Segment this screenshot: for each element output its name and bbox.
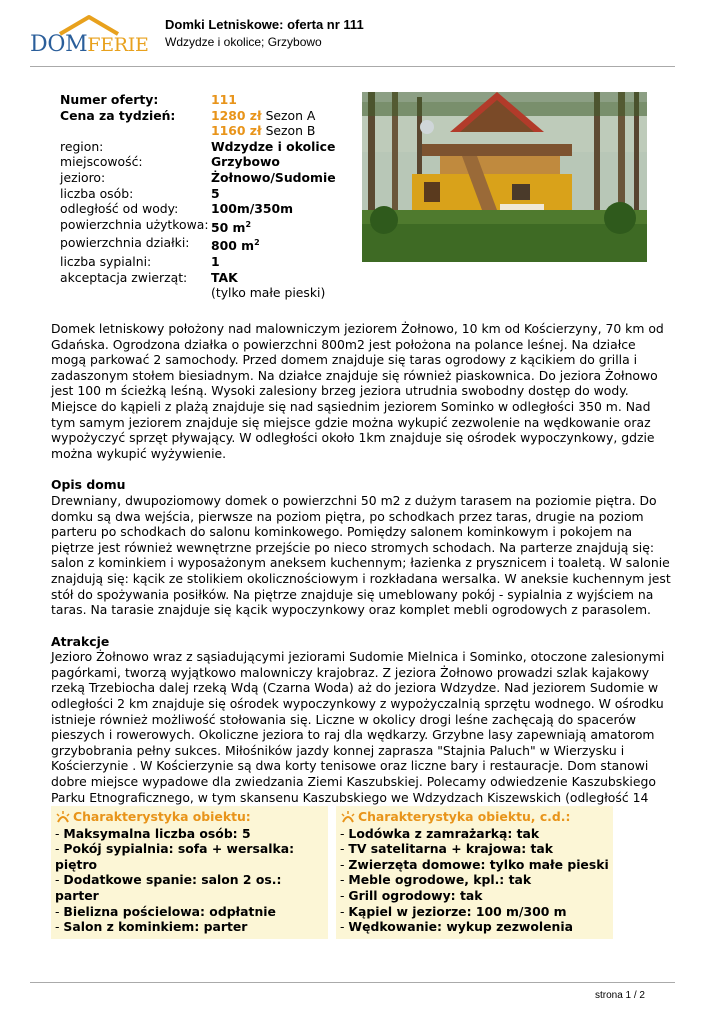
spec-note: (tylko małe pieski)	[211, 285, 326, 301]
feature-item: - Bielizna pościelowa: odpłatnie	[55, 903, 276, 919]
spec-price-b	[60, 123, 336, 139]
feature-item: - Lodówka z zamrażarką: tak	[340, 825, 540, 841]
header-divider	[30, 66, 675, 67]
spec-label: region:	[60, 138, 104, 154]
spec-bedrooms	[60, 254, 336, 270]
attractions-heading: Atrakcje	[51, 633, 110, 649]
spec-value: Grzybowo	[211, 154, 280, 170]
features-box-right	[336, 806, 613, 939]
spec-lake	[60, 170, 336, 186]
spec-price-a	[60, 108, 336, 124]
season-b: Sezon B	[265, 123, 316, 139]
spec-value: 100m/350m	[211, 201, 294, 217]
price-b: 1160 zł	[211, 123, 262, 139]
features-boxes	[51, 806, 613, 939]
footer-divider	[30, 982, 675, 983]
spec-label: akceptacja zwierząt:	[60, 269, 188, 285]
feature-item: - TV satelitarna + krajowa: tak	[340, 841, 553, 857]
spec-value: TAK	[211, 269, 238, 285]
logo-text: DOMFERIE	[30, 32, 149, 57]
feature-item: - Zwierzęta domowe: tylko małe pieski	[340, 856, 609, 872]
spec-town	[60, 154, 336, 170]
spec-area	[60, 217, 336, 236]
feature-item: - Kąpiel w jeziorze: 100 m/300 m	[340, 903, 567, 919]
spec-label: powierzchnia użytkowa:	[60, 216, 209, 232]
features-title: Charakterystyka obiektu:	[55, 809, 324, 825]
page-header	[0, 0, 725, 82]
spec-region	[60, 139, 336, 155]
spec-label: powierzchnia działki:	[60, 235, 190, 251]
sun-icon	[340, 810, 356, 823]
feature-item: - Maksymalna liczba osób: 5	[55, 825, 251, 841]
spec-label: liczba sypialni:	[60, 254, 152, 270]
page-title: Domki Letniskowe: oferta nr 111	[165, 17, 364, 32]
spec-label: odległość od wody:	[60, 201, 179, 217]
spec-value: Żołnowo/Sudomie	[211, 169, 336, 185]
spec-pets-note	[60, 285, 336, 301]
attractions-text: Jezioro Żołnowo wraz z sąsiadującymi jeziorami Sudomie Mielnica i Sominko, otoczone zalesionymi pagórkami, tworzą wyjątkowo malowniczy krajobraz. Z jeziora Żołnowo prowadzi szlak kajakowy rzeką Trzebiocha dalej rzeką Wdą (Czarna Woda) aż do jeziora Wdzydze. Nad jeziorem Sudomie w odległości 2 km znajduje się ośrodek wypoczynkowy z wypożyczalnią sprzętu wodnego. W ośrodku istnieje również możliwość stołowania się. Liczne w okolicy drogi leśne zachęcają do spacerów pieszych i rowerowych. Okoliczne jeziora to raj dla wędkarzy. Grzybne lasy zapewniają amatorom grzybobrania pełny sukces. Miłośników jazdy konnej zaprasza "Stajnia Paluch" w Wierzysku i Kościerzynie . W Kościerzynie są dwa korty tenisowe oraz liczne bary i restauracje. Dom stanowi dobre miejsce wypadowe dla zwiedzania Ziemi Kaszubskiej. Polecamy odwiedzenie Kaszubskiego Parku Etnograficznego, w tym skansenu Kaszubskiego we Wdzydzach Kiszewskich (odległość 14	[51, 649, 665, 805]
house-photo	[362, 92, 647, 262]
offer-specs	[60, 92, 336, 301]
house-heading: Opis domu	[51, 477, 126, 493]
description-text: Domek letniskowy położony nad malowniczym jeziorem Żołnowo, 10 km od Kościerzyny, 70 km od Gdańska. Ogrodzona działka o powierzchni 800m2 jest położona na polance leśnej. Na działce mogą parkować 2 samochody. Przed domem znajduje się taras ogrodowy z kącikiem do grilla i zadaszonym stołem biesiadnym. Na działce znajduje się również piaskownica. Do jeziora Żołnowo jest 100 m ścieżką leśną. Wysoki zalesiony brzeg jeziora utrudnia swobodny dostęp do wody. Miejsce do kąpieli z plażą znajduje się nad sąsiednim jeziorem Sominko w odległości 350 m. Nad tym samym jeziorem znajduje się miejsce gdzie można wykupić zezwolenie na wędkowanie oraz wypożyczyć sprzęt pływający. W odległości około 1km znajduje się ośrodek wypoczynkowy, gdzie można wykupić wyżywienie.	[51, 321, 664, 461]
spec-value: 50 $m^2$	[211, 219, 252, 235]
house-text: Drewniany, dwupoziomowy domek o powierzchni 50 m2 z dużym tarasem na poziomie piętra. Do domku są dwa wejścia, pierwsze na poziom piętra, po schodkach przez taras, drugie na poziom parteru po schodkach do salonu kominkowego. Pomiędzy salonem kominkowym i pokojem na piętrze jest również wewnętrzne przejście po nieco stromych schodach. Na parterze znajdują się: salon z kominkiem i wyposażonym aneksem kuchennym; łazienka z prysznicem i toaletą. W salonie znajdują się: kącik ze stolikiem okolicznościowym i rozkładana wersalka. W aneksie kuchennym jest stół do spożywania posiłków. Na piętrze znajduje się umeblowany pokój - sypialnia z wyjściem na taras. Na tarasie znajduje się kącik wypoczynkowy oraz komplet mebli ogrodowych z parasolem.	[51, 492, 671, 618]
offer-number: 111	[211, 92, 237, 107]
features-box-left	[51, 806, 328, 939]
price-a: 1280 zł	[211, 107, 262, 123]
sun-icon	[55, 810, 71, 823]
spec-value: Wdzydze i okolice	[211, 138, 336, 154]
spec-value: 800 $m^2$	[211, 238, 260, 254]
spec-value: 1	[211, 254, 220, 270]
feature-item: - Wędkowanie: wykup zezwolenia	[340, 919, 573, 935]
spec-distance	[60, 201, 336, 217]
page-subtitle: Wdzydze i okolice; Grzybowo	[165, 35, 322, 49]
spec-value: 5	[211, 185, 220, 201]
spec-label: miejscowość:	[60, 154, 143, 170]
feature-item: - Pokój sypialnia: sofa + wersalka: piętro	[55, 841, 295, 872]
offer-content	[51, 321, 671, 821]
spec-label: Numer oferty:	[60, 92, 159, 107]
season-a: Sezon A	[265, 107, 316, 123]
feature-item: - Grill ogrodowy: tak	[340, 887, 483, 903]
page-number: strona 1 / 2	[594, 990, 645, 1001]
spec-plot	[60, 235, 336, 254]
features-title: Charakterystyka obiektu, c.d.:	[340, 809, 609, 825]
spec-label: liczba osób:	[60, 185, 134, 201]
spec-label: jezioro:	[60, 169, 106, 185]
spec-label: Cena za tydzień:	[60, 107, 176, 123]
feature-item: - Meble ogrodowe, kpl.: tak	[340, 872, 532, 888]
feature-item: - Salon z kominkiem: parter	[55, 919, 248, 935]
spec-pets	[60, 270, 336, 286]
spec-offer	[60, 92, 336, 108]
feature-item: - Dodatkowe spanie: salon 2 os.: parter	[55, 872, 282, 903]
spec-persons	[60, 186, 336, 202]
domferie-logo	[30, 14, 149, 64]
